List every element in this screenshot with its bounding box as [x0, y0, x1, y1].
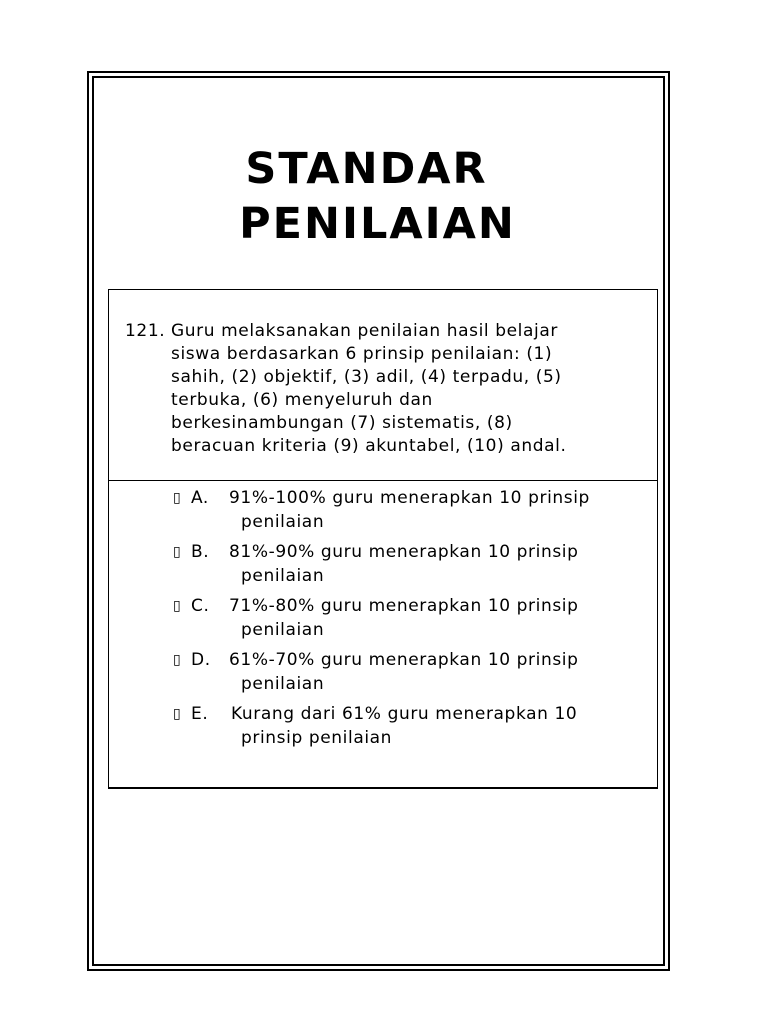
- option-letter: D.: [191, 650, 211, 670]
- option-letter: E.: [191, 704, 209, 724]
- option-text-line-1: 91%-100% guru menerapkan 10 prinsip: [229, 488, 590, 508]
- option-letter: C.: [191, 596, 210, 616]
- option-text-line-1: 71%-80% guru menerapkan 10 prinsip: [229, 596, 579, 616]
- checkbox-icon[interactable]: ▯: [173, 490, 182, 506]
- option-text: [229, 594, 649, 642]
- option-text-line-2: prinsip penilaian: [241, 728, 393, 748]
- question-line: terbuka, (6) menyeluruh dan: [171, 390, 433, 410]
- question-number: 121.: [125, 321, 166, 341]
- question-line: sahih, (2) objektif, (3) adil, (4) terpadu, (5): [171, 367, 562, 387]
- question-box: [108, 289, 658, 789]
- option-text: [229, 648, 649, 696]
- page-title: [94, 142, 663, 252]
- option-text-line-2: penilaian: [241, 620, 325, 640]
- option-c[interactable]: [109, 594, 657, 648]
- option-text-line-2: penilaian: [241, 674, 325, 694]
- option-text-line-1: 61%-70% guru menerapkan 10 prinsip: [229, 650, 579, 670]
- answer-options: [109, 486, 657, 756]
- checkbox-icon[interactable]: ▯: [173, 652, 182, 668]
- title-line-1: STANDAR: [245, 144, 488, 194]
- checkbox-icon[interactable]: ▯: [173, 706, 182, 722]
- question-line: beracuan kriteria (9) akuntabel, (10) andal.: [171, 436, 567, 456]
- question-line: siswa berdasarkan 6 prinsip penilaian: (1): [171, 344, 553, 364]
- question-text: [171, 320, 641, 458]
- option-text-line-2: penilaian: [241, 566, 325, 586]
- option-e[interactable]: [109, 702, 657, 756]
- option-text: [229, 486, 649, 534]
- option-a[interactable]: [109, 486, 657, 540]
- option-letter: A.: [191, 488, 209, 508]
- option-text: [229, 702, 649, 750]
- option-text-line-1: Kurang dari 61% guru menerapkan 10: [231, 704, 578, 724]
- option-text: [229, 540, 649, 588]
- title-line-2: PENILAIAN: [239, 199, 516, 249]
- option-text-line-1: 81%-90% guru menerapkan 10 prinsip: [229, 542, 579, 562]
- question-statement: [109, 290, 657, 481]
- option-letter: B.: [191, 542, 210, 562]
- option-b[interactable]: [109, 540, 657, 594]
- question-line: Guru melaksanakan penilaian hasil belajar: [171, 321, 558, 341]
- option-d[interactable]: [109, 648, 657, 702]
- option-text-line-2: penilaian: [241, 512, 325, 532]
- question-line: berkesinambungan (7) sistematis, (8): [171, 413, 513, 433]
- checkbox-icon[interactable]: ▯: [173, 598, 182, 614]
- checkbox-icon[interactable]: ▯: [173, 544, 182, 560]
